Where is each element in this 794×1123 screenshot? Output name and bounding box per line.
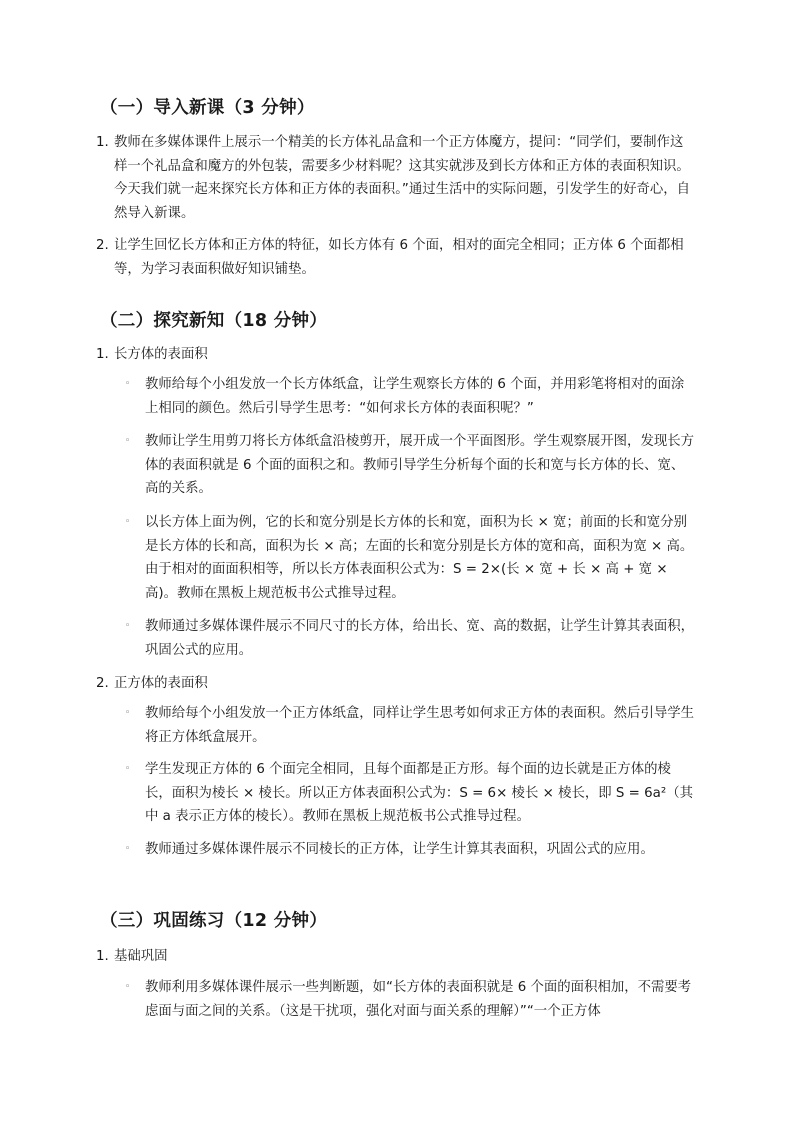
list-item-text: 让学生回忆长方体和正方体的特征，如长方体有 6 个面，相对的面完全相同；正方体 6 个面都相等，为学习表面积做好知识铺垫。	[114, 238, 684, 277]
bullet-icon: ◦	[125, 844, 131, 854]
bullet-text: 学生发现正方体的 6 个面完全相同，且每个面都是正方形。每个面的边长就是正方体的棱长，面积为棱长 × 棱长。所以正方体表面积公式为：S = 6× 棱长 × 棱长，即 S = 6a²（其中 a 表示正方体的棱长）。教师在黑板上规范板书公式推导过程。	[145, 762, 693, 824]
list-number: 1.	[96, 347, 109, 362]
list-number: 1.	[96, 135, 109, 150]
bullet-text: 教师让学生用剪刀将长方体纸盒沿棱剪开，展开成一个平面图形。学生观察展开图，发现长方体的表面积就是 6 个面的面积之和。教师引导学生分析每个面的长和宽与长方体的长、宽、高的关系。	[145, 434, 695, 496]
list-number: 1.	[96, 949, 109, 964]
section-title-explore: （二）探究新知（18 分钟）	[100, 311, 328, 331]
bullet-icon: ◦	[125, 379, 131, 389]
bullet-icon: ◦	[125, 764, 131, 774]
section-title-intro: （一）导入新课（3 分钟）	[100, 98, 315, 118]
bullet-text: 以长方体上面为例，它的长和宽分别是长方体的长和宽，面积为长 × 宽；前面的长和宽分别是长方体的长和高，面积为长 × 高；左面的长和宽分别是长方体的宽和高，面积为宽 × 高。由于相对的面面积相等，所以长方体表面积公式为：S = 2×(长 × 宽 + 长 × 高 + 宽 × 高)。教师在黑板上规范板书公式推导过程。	[145, 515, 694, 601]
list-number: 2.	[96, 238, 109, 253]
bullet-icon: ◦	[125, 436, 131, 446]
section-title-practice: （三）巩固练习（12 分钟）	[100, 911, 328, 931]
bullet-icon: ◦	[125, 708, 131, 718]
list-item-text: 长方体的表面积	[114, 347, 208, 362]
list-item-text: 教师在多媒体课件上展示一个精美的长方体礼品盒和一个正方体魔方，提问：“同学们，要制作这样一个礼品盒和魔方的外包装，需要多少材料呢？这其实就涉及到长方体和正方体的表面积知识。今天我们就一起来探究长方体和正方体的表面积。”通过生活中的实际问题，引发学生的好奇心，自然导入新课。	[114, 135, 691, 221]
bullet-icon: ◦	[125, 517, 131, 527]
bullet-icon: ◦	[125, 621, 131, 631]
bullet-text: 教师通过多媒体课件展示不同尺寸的长方体，给出长、宽、高的数据，让学生计算其表面积，巩固公式的应用。	[145, 619, 695, 658]
list-item-text: 正方体的表面积	[114, 676, 208, 691]
list-number: 2.	[96, 676, 109, 691]
bullet-icon: ◦	[125, 982, 131, 992]
bullet-text: 教师给每个小组发放一个长方体纸盒，让学生观察长方体的 6 个面，并用彩笔将相对的面涂上相同的颜色。然后引导学生思考：“如何求长方体的表面积呢？”	[145, 377, 685, 416]
bullet-text: 教师通过多媒体课件展示不同棱长的正方体，让学生计算其表面积，巩固公式的应用。	[145, 842, 654, 857]
bullet-text: 教师给每个小组发放一个正方体纸盒，同样让学生思考如何求正方体的表面积。然后引导学生将正方体纸盒展开。	[145, 706, 695, 745]
bullet-text: 教师利用多媒体课件展示一些判断题，如“长方体的表面积就是 6 个面的面积相加，不需要考虑面与面之间的关系。（这是干扰项，强化对面与面关系的理解）”“一个正方体	[145, 980, 692, 1019]
list-item-text: 基础巩固	[114, 949, 168, 964]
